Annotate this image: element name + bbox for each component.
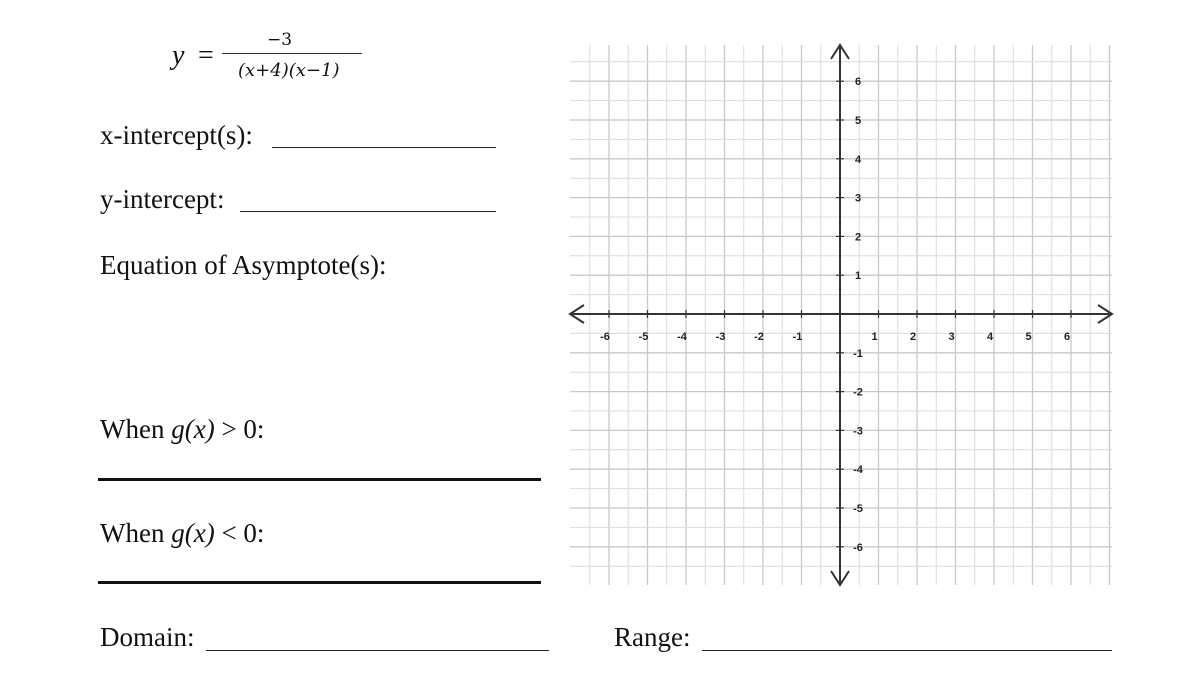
x-tick-label: 1 xyxy=(871,331,878,343)
y-tick-label: -1 xyxy=(853,347,863,360)
x-tick-label: -5 xyxy=(638,331,649,343)
domain-label: Domain: xyxy=(100,622,195,652)
x-tick-label: 3 xyxy=(948,331,955,343)
y-tick-label: -5 xyxy=(853,503,863,515)
axes xyxy=(570,45,1112,585)
positive-prefix: When xyxy=(100,414,172,444)
y-tick-label: -6 xyxy=(853,541,863,554)
x-tick-label: -4 xyxy=(677,331,687,343)
y-intercept-label: y-intercept: xyxy=(100,184,225,214)
equation-equals: = xyxy=(198,40,214,71)
x-tick-label: 6 xyxy=(1063,331,1071,343)
x-tick-label: -3 xyxy=(715,331,726,343)
range-label: Range: xyxy=(614,622,691,652)
x-tick-label: 2 xyxy=(909,331,917,343)
negative-prefix: When xyxy=(100,518,172,548)
x-axis-tick-labels xyxy=(600,331,1070,343)
y-tick-label: 5 xyxy=(854,115,862,127)
equation-lhs: y xyxy=(172,40,185,71)
y-tick-label: -2 xyxy=(853,386,863,399)
y-tick-label: 3 xyxy=(854,192,862,205)
y-tick-label: 6 xyxy=(854,76,862,89)
x-tick-label: -2 xyxy=(754,331,764,343)
y-tick-label: 4 xyxy=(854,153,862,166)
y-tick-label: -3 xyxy=(853,425,863,438)
asymptotes-label: Equation of Asymptote(s): xyxy=(100,250,387,280)
negative-func: g(x) xyxy=(171,518,215,548)
negative-suffix: < 0: xyxy=(214,518,265,548)
y-tick-label: 1 xyxy=(854,270,862,283)
x-tick-label: 5 xyxy=(1025,331,1032,343)
equation-denominator: (x+4)(x−1) xyxy=(238,60,340,81)
x-tick-label: 4 xyxy=(986,331,994,343)
positive-suffix: > 0: xyxy=(214,414,265,444)
y-tick-label: -4 xyxy=(853,464,863,477)
x-tick-label: -6 xyxy=(600,331,610,343)
x-tick-label: -1 xyxy=(792,331,803,343)
y-tick-label: 2 xyxy=(854,231,862,244)
equation-numerator: −3 xyxy=(267,30,293,50)
x-intercepts-label: x-intercept(s): xyxy=(100,120,253,150)
positive-func: g(x) xyxy=(171,414,215,444)
